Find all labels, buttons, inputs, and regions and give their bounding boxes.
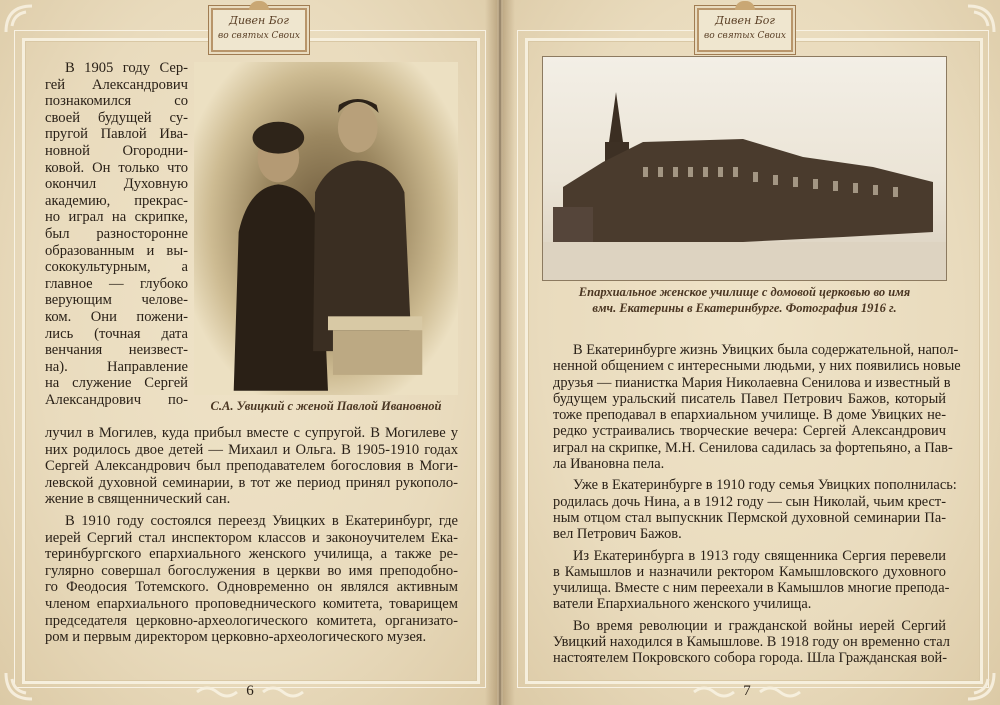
text-line: ком. Они пожени- [45, 308, 188, 325]
text-line: редко устраивались творческие вечера: Сергей Александрович [553, 423, 946, 440]
text-line: лись (точная дата [45, 325, 188, 342]
building-photo [543, 57, 946, 280]
text-line: был разносторонне [45, 225, 188, 242]
text-line: Сергей Александрович был преподавателем богословия в Моги- [45, 458, 458, 475]
text-line: Увицкий находился в Камышлове. В 1918 году он временно стал [553, 634, 950, 651]
photo-caption: С.А. Увицкий с женой Павлой Ивановной [210, 399, 442, 413]
header-subtitle: во святых Своих [704, 31, 786, 41]
text-line: пругой Павлой Ива- [45, 126, 188, 143]
school-building-icon [543, 57, 946, 280]
text-line: настоятелем Покровского собора города. Шла Гражданская вой- [553, 650, 948, 667]
text-line: тоже преподавал в епархиальном училище. В доме Увицких не- [553, 407, 946, 424]
photo-caption-line: Епархиальное женское училище с домовой церковью во имя [578, 285, 911, 299]
photo-caption-line: вмч. Екатерины в Екатеринбурге. Фотография 1916 г. [592, 301, 897, 315]
text-line: ненной общением с интересными людьми, у них появились новые [553, 358, 961, 375]
text-line: родилась дочь Нина, а в 1912 году — сын Николай, чьим крест- [553, 493, 946, 510]
text-line: жение в священнический сан. [45, 491, 231, 508]
text-line: В 1910 году состоялся переезд Увицких в Екатеринбург, где [65, 512, 458, 529]
text-line: иерей Сергий стал инспектором классов и законоучителем Ека- [45, 529, 458, 546]
header-title: Дивен Бог [229, 14, 289, 27]
text-line: будущем уральский писатель Павел Петрович Бажов, который [553, 390, 946, 407]
page-number: 6 [246, 683, 254, 699]
text-line: ковой. Он только что [45, 159, 188, 176]
text-line: ватели Епархиального женского училища. [553, 596, 812, 613]
text-line: образованным и вы- [45, 242, 188, 259]
corner-ornament-icon [4, 671, 34, 701]
corner-ornament-icon [4, 4, 34, 34]
text-line: на служение Сергей [45, 375, 188, 392]
photo-caption [543, 284, 946, 316]
right-page [503, 0, 1000, 705]
text-line: гулярно совершал богослужения в церкви во имя преподобно- [45, 562, 458, 579]
text-line: членом епархиального проповеднического комитета, товарищем [45, 595, 458, 612]
header-cartouche [697, 8, 793, 52]
corner-ornament-icon [966, 4, 996, 34]
text-line: верующим челове- [45, 292, 188, 309]
text-line: но играл на скрипке, [45, 209, 188, 226]
header-title: Дивен Бог [715, 14, 775, 27]
text-line: теринбургского епархиального женского училища, а также ре- [45, 546, 458, 563]
text-line: играл на скрипке, М.Н. Сенилова садилась за фортепьяно, а Пав- [553, 439, 953, 456]
header-subtitle: во святых Своих [218, 31, 300, 41]
text-line: венчания неизвест- [45, 342, 188, 359]
text-line: окончил Духовную [45, 176, 188, 193]
text-line: на). Направление [45, 358, 188, 375]
portrait-photo [194, 62, 458, 395]
text-line: друзья — пианистка Мария Николаевна Сенилова и известный в [553, 374, 951, 391]
text-line: академию, прекрас- [45, 192, 188, 209]
portrait-figures-icon [194, 62, 458, 395]
book-gutter [485, 0, 515, 705]
text-line: председателя церковно-археологического комитета, организато- [45, 612, 458, 629]
text-line: ром и первым директором церковно-археологического музея. [45, 629, 427, 646]
main-text-column [45, 425, 458, 646]
text-line: Во время революции и гражданской войны иерей Сергий [573, 617, 946, 634]
header-cartouche [211, 8, 307, 52]
text-line: ла Ивановна пела. [553, 456, 665, 473]
main-text-column [553, 342, 961, 667]
text-line: го Феодосия Тотемского. Одновременно он являлся активным [45, 579, 458, 596]
text-line: В 1905 году Сер- [65, 60, 188, 76]
text-line: своей будущей су- [45, 109, 188, 126]
narrow-text-column [45, 60, 188, 408]
text-line: Из Екатеринбурга в 1913 году священника Сергия перевели [573, 547, 946, 564]
left-page [0, 0, 497, 705]
text-line: ным отцом стал выпускник Пермской духовной семинарии Па- [553, 509, 946, 526]
text-line: познакомился со [45, 93, 188, 110]
text-line: лучил в Могилев, куда прибыл вместе с супругой. В Могилеве у [45, 425, 458, 441]
page-number: 7 [743, 683, 751, 699]
text-line: Александрович по- [45, 391, 188, 408]
text-line: них родилось двое детей — Михаил и Ольга. В 1905-1910 годах [45, 441, 458, 458]
text-line: Уже в Екатеринбурге в 1910 году семья Увицких пополнилась: [573, 477, 957, 494]
crown-ornament-icon [249, 1, 269, 10]
text-line: главное — глубоко [45, 275, 188, 292]
text-line: новной Огородни- [45, 142, 188, 159]
text-line: вел Петрович Бажов. [553, 526, 682, 543]
corner-ornament-icon [966, 671, 996, 701]
text-line: левской духовной семинарии, в тот же период принял рукополо- [45, 474, 458, 491]
text-line: В Екатеринбурге жизнь Увицких была содержательной, напол- [573, 342, 959, 358]
crown-ornament-icon [735, 1, 755, 10]
text-line: в Камышлов и назначили ректором Камышловского духовного [553, 563, 946, 580]
text-line: гей Александрович [45, 76, 188, 93]
text-line: училища. Вместе с ним переехали в Камышлов многие препода- [553, 580, 950, 597]
text-line: сококультурным, а [45, 259, 188, 276]
